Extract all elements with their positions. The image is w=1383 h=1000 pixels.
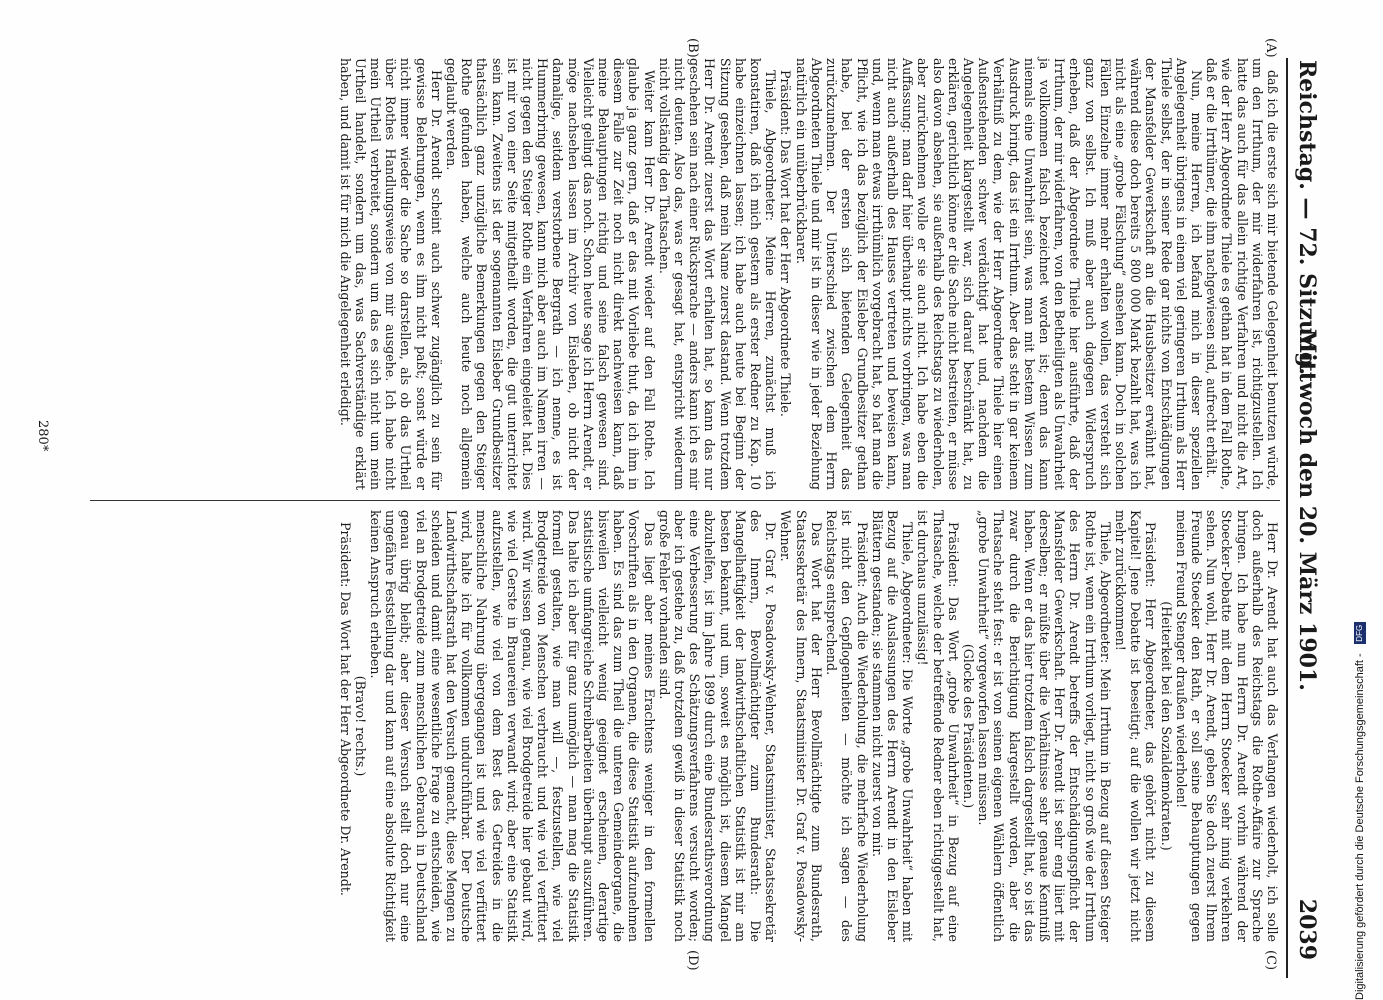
right-column: [337, 510, 1280, 942]
paragraph: Das Wort hat der Herr Bevollmächtigte zum Bundesrath, Staatssekretär des Innern, Staatsminister Dr. Graf v. Posadowsky-Wehner.: [778, 510, 824, 942]
paragraph: Thiele, Abgeordneter: Meine Herren, zunächst muß ich konstatiren, daß ich mich gestern als erster Redner zu Kap. 10 habe einzeichnen lassen; ich habe auch heute bei Beginn der Sitzung gesehen, daß mein Name zuerst dastand. Wenn trotzdem Herr Dr. Arendt zuerst das Wort erhalten hat, so kann das nur geschehen sein nach einer Rücksprache — anders kann ich es mir nicht deuten. Also das, was er gesagt hat, entspricht wiederum nicht vollständig den Thatsachen.: [656, 58, 779, 490]
dfg-logo-icon: DFG: [1354, 622, 1366, 644]
header-rule: [1286, 58, 1288, 978]
interjection: (Bravo! rechts.): [352, 675, 368, 777]
left-column: [337, 58, 1280, 490]
paragraph: Das liegt aber meines Erachtens weniger in den formellen Vorschriften als in den Organen, die diese Statistik aufzunehmen haben. Es sind das zum Theil die unteren Gemeindeorgane, die bisweilen vielleicht wenig geeignet erscheinen, derartige statistische umfangreiche Schreibarbeiten überhaupt auszuführen. Das halte ich aber für ganz unmöglich — man mag die Statistik formell gestalten, wie man will —, festzustellen, wie viel Brodgetreide von Menschen verbraucht und wie viel verfüttert wird. Wir wissen genau, wie viel Brodgetreide hier gebaut wird, wie viel Gerste in Brauereien verwandt wird; aber eine Statistik aufzustellen, wie viel von dem Rest des Getreides in die menschliche Nahrung übergegangen ist und wie viel verfüttert wird, halte ich für vollkommen undurchführbar. Der Deutsche Landwirthschaftsrath hat den Versuch gemacht, diese Mengen zu scheiden und damit eine wesentliche Frage zu entscheiden, wie viel an Brodgetreide zum menschlichen Gebrauch in Deutschland genau übrig bleibt; aber dieser Versuch stellt doch nur eine ungefähre Feststellung dar und kann auf eine absolute Richtigkeit keinen Anspruch erheben.: [368, 510, 657, 942]
paragraph: Präsident: Das Wort hat der Herr Abgeordnete Thiele.: [778, 70, 794, 417]
paragraph: Präsident: Herr Abgeordneter, das gehört nicht zu diesem Kapitel! Jene Debatte ist beseitigt; auf die wollen wir jetzt nicht mehr zurückkommen!: [1112, 510, 1159, 942]
interjection: (Heiterkeit bei den Sozialdemokraten.): [1158, 601, 1174, 851]
header-date: Mittwoch den 20. März 1901.: [1294, 329, 1320, 691]
paragraph: Thiele, Abgeordneter: Die Worte „grobe Unwahrheit“ haben mit Bezug auf die Auslassungen des Herrn Arendt in den Eisleber Blättern gestanden; sie stammen nicht zuerst von mir.: [869, 510, 916, 942]
margin-marker-d: (D): [685, 950, 700, 971]
paragraph: Nun, meine Herren, ich befand mich in dieser speziellen Angelegenheit übrigens in einem viel geringeren Irrthum als Herr Thiele selbst, der in seiner Rede gar nichts von Entschädigungen der Mansfelder Gewerkschaft an die Hausbesitzer erwähnt hat, während diese doch bereits 5 800 000 Mark bezahlt hat, was ich nicht als eine „grobe Fälschung“ ansehen kann. Doch in solchen Fällen Einzelne immer mehr erhalten wollen, das versteht sich ganz von selbst. Ich muß aber auch dagegen Widerspruch erheben, daß der Abgeordnete Thiele hier ausführte, daß der Irrthum, der mir widerfahren, von den Betheiligten als Unwahrheit ja vollkommen falsch bezeichnet worden ist; denn das kann niemals eine Unwahrheit sein, was man mit bestem Wissen zum Ausdruck bringt, das ist ein Irrthum. Aber das steht in gar keinem Verhältniß zu dem, wie der Herr Abgeordnete Thiele hier einen Außenstehenden schwer verdächtigt hat und, nachdem die Angelegenheit klargestellt war, sich darauf beschränkt hat, zu erklären, gerichtlich könne er die Sache nicht bestreiten, er müsse also davon absehen, sie außerhalb des Reichstags zu wiederholen, aber zurücknehmen wolle er sie auch nicht. Ich habe eben die Auffassung: man darf hier überhaupt nichts vorbringen, was man nicht auch außerhalb des Hauses vertreten und beweisen kann, und, wenn man etwas irrthümlich vorgebracht hat, so hat man die Pflicht, wie ich das bezüglich der Eisleber Grundbesitzer gethan habe, bei der ersten sich bietenden Gelegenheit das zurückzunehmen. Der Unterschied zwischen dem Herrn Abgeordneten Thiele und mir ist in dieser wie in jeder Beziehung natürlich ein unüberbrückbarer.: [793, 58, 1204, 490]
paragraph: Weiter kam Herr Dr. Arendt wieder auf den Fall Rothe. Ich glaube ja ganz gern, daß er das mit Vorliebe thut, da ich ihm in diesem Falle zur Zeit noch nicht direkt nachweisen kann, daß meine Behauptungen richtig und seine falsch gewesen sind. Vielleicht gelingt das noch. Schon heute sage ich Herrn Arendt, er möge nachsehen lassen im Archiv von Eisleben, ob nicht der damalige, seitdem verstorbene Bergrath — ich nenne, es ist Hummerbring gewesen, kann mich aber auch im Namen irren — nicht gegen den Steiger Rothe ein Verfahren eingeleitet hat. Dies ist mir von einer Seite mitgetheilt worden, die gut unterrichtet sein kann. Zweitens ist der sogenannten Eisleber Grundbesitzer thatsächlich ganz unzügliche Bemerkungen gegen den Steiger Rothe gefunden haben, welche auch heute noch allgemein geglaubt werden.: [444, 58, 657, 490]
paragraph: Herr Dr. Arendt scheint auch schwer zugänglich zu sein für gewisse Belehrungen, wenn es ihm nicht paßt; sonst würde er nicht immer wieder die Sache so darstellen, als ob das Urtheil über Rothes Handlungsweise von mir ausgehe. Ich habe nicht mein Urtheil verbreitet, sondern um das es sich nicht um mein Urtheil handelt, sondern um das, was Sachverständige erklärt haben, und damit ist für mich die Angelegenheit erledigt.: [337, 58, 444, 490]
page-number: 280*: [35, 420, 50, 452]
footer-text: Digitalisierung gefördert durch die Deutsche Forschungsgemeinschaft -: [1354, 653, 1366, 1000]
paragraph: Herr Dr. Arendt hat auch das Verlangen wiederholt, ich solle doch außerhalb des Reichstags die Rothe-Affaire zur Sprache bringen. Ich habe nun Herrn Dr. Arendt vorhin während der Stoecker-Debatte mit dem Herrn Stoecker sehr innig verkehren sehen. Nun wohl, Herr Dr. Arendt, geben Sie doch zuerst Ihrem Freunde Stoecker den Rath, er soll seine Behauptungen gegen meinen Freund Stenger draußen wiederholen!: [1173, 510, 1280, 942]
margin-marker-b: (B): [685, 38, 700, 58]
paragraph: Thiele, Abgeordneter: Mein Irrthum in Bezug auf diesen Steiger Rothe ist, wenn ein Irrthum vorliegt, nicht so groß wie der Irrthum des Herrn Dr. Arendt betreffs der Entschädigungspflicht der Mansfelder Gewerkschaft. Herr Dr. Arendt ist sehr eng liiert mit derselben; er müßte über die Verhältnisse sehr genaue Kenntniß haben. Wenn er das hier trotzdem falsch dargestellt hat, so ist das zwar durch die Berichtigung klargestellt worden, aber die Thatsache steht fest: er ist von seinen eigenen Wählern öffentlich „grobe Unwahrheit“ vorgeworfen lassen müssen.: [976, 510, 1113, 942]
interjection: (Glocke des Präsidenten.): [960, 643, 976, 809]
paragraph: Präsident: Das Wort hat der Herr Abgeordnete Dr. Arendt.: [337, 522, 353, 896]
column-divider: [90, 500, 1280, 501]
margin-marker-c: (C): [1263, 950, 1278, 971]
paragraph: Präsident: Das Wort „grobe Unwahrheit“ in Bezug auf eine Thatsache, welche der betreffende Redner eben richtiggestellt hat, ist durchaus unzulässig!: [915, 510, 961, 942]
paragraph: daß ich die erste sich mir bietende Gelegenheit benutzen würde, um den Irrthum, der mir widerfahren ist, richtigzustellen. Ich hatte das auch für das allein richtige Verfahren und nicht die Art, wie der Herr Abgeordnete Thiele es gethan hat in dem Fall Rothe, daß er die Irrthümer, die ihm nachgewiesen sind, aufrecht erhält.: [1204, 58, 1280, 490]
page-header: [1286, 40, 1326, 980]
header-left: Reichstag. — 72. Sitzung.: [1294, 60, 1320, 376]
paragraph: Präsident: Auch die Wiederholung, die mehrfache Wiederholung ist nicht den Gepflogenheiten — möchte ich sagen — des Reichstags entsprechend.: [824, 510, 870, 942]
digitization-footer: [1354, 0, 1380, 1000]
paragraph: Dr. Graf v. Posadowsky-Wehner, Staatsminister, Staatssekretär des Innern, Bevollmächtigter zum Bundesrath: Die Mangelhaftigkeit der landwirthschaftlichen Statistik ist mir am besten bekannt, und um, soweit es möglich ist, diesem Mangel abzuhelfen, ist im Jahre 1899 durch eine Bundesrathsverordnung eine Verbesserung des Schätzungsverfahrens versucht worden; aber ich gestehe zu, daß trotzdem gewiß in dieser Statistik noch große Fehler vorhanden sind.: [656, 510, 779, 942]
header-page-number: 2039: [1294, 898, 1320, 960]
margin-marker-a: (A): [1263, 38, 1278, 58]
